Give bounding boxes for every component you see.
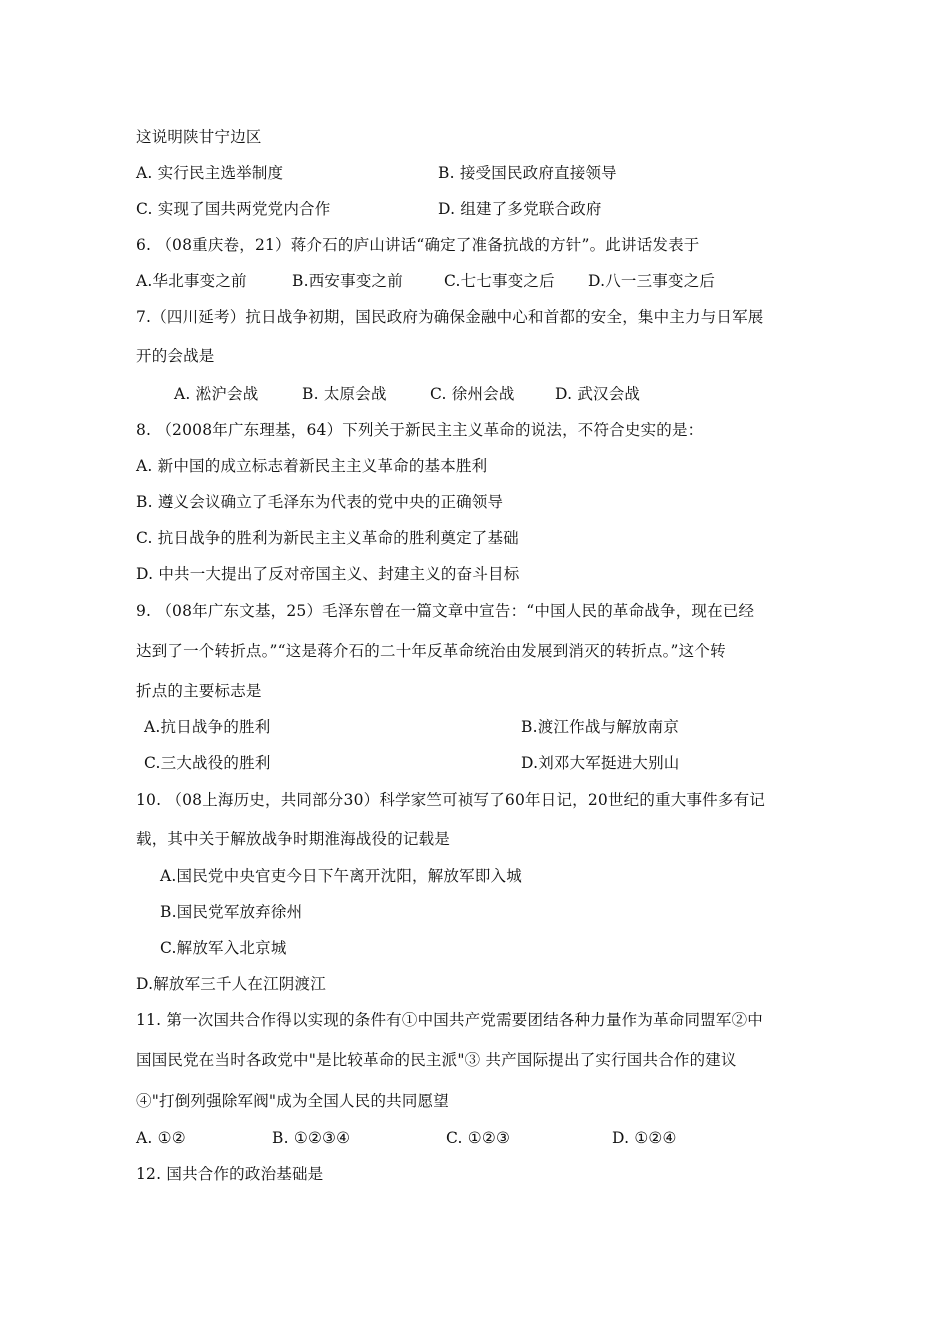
question-11-option-c: C. ①②③ xyxy=(446,1129,511,1147)
question-7-option-d: D. 武汉会战 xyxy=(555,385,641,403)
question-9-option-a: A.抗日战争的胜利 xyxy=(144,718,271,736)
question-7-option-b: B. 太原会战 xyxy=(302,385,387,403)
question-8-stem: 8. （2008年广东理基，64）下列关于新民主主义革命的说法，不符合史实的是： xyxy=(136,421,704,439)
question-10-option-c: C.解放军入北京城 xyxy=(160,939,287,957)
question-5-option-a: A. 实行民主选举制度 xyxy=(136,164,284,182)
question-8-option-d: D. 中共一大提出了反对帝国主义、封建主义的奋斗目标 xyxy=(136,565,520,583)
question-11-stem-line-2: 国国民党在当时各政党中"是比较革命的民主派"③ 共产国际提出了实行国共合作的建议 xyxy=(136,1051,737,1069)
question-6-option-c: C.七七事变之后 xyxy=(444,272,555,290)
question-7-stem-line-2: 开的会战是 xyxy=(136,347,215,365)
question-8-option-a: A. 新中国的成立标志着新民主主义革命的基本胜利 xyxy=(136,457,488,475)
question-10-option-a: A.国民党中央官吏今日下午离开沈阳，解放军即入城 xyxy=(160,867,522,885)
question-5-stem-tail: 这说明陕甘宁边区 xyxy=(136,128,262,146)
question-10-stem-line-1: 10. （08上海历史，共同部分30）科学家竺可祯写了60年日记，20世纪的重大事件多有记 xyxy=(136,791,765,809)
question-8-option-c: C. 抗日战争的胜利为新民主主义革命的胜利奠定了基础 xyxy=(136,529,519,547)
question-6-option-b: B.西安事变之前 xyxy=(292,272,403,290)
question-9-stem-line-2: 达到了一个转折点。”“这是蒋介石的二十年反革命统治由发展到消灭的转折点。”这个转 xyxy=(136,642,726,660)
question-9-option-b: B.渡江作战与解放南京 xyxy=(521,718,680,736)
question-11-option-b: B. ①②③④ xyxy=(272,1129,351,1147)
question-11-option-d: D. ①②④ xyxy=(612,1129,677,1147)
question-6-stem: 6. （08重庆卷，21）蒋介石的庐山讲话“确定了准备抗战的方针”。此讲话发表于 xyxy=(136,236,700,254)
question-11-option-a: A. ①② xyxy=(136,1129,186,1147)
question-5-option-d: D. 组建了多党联合政府 xyxy=(438,200,602,218)
question-9-option-d: D.刘邓大军挺进大别山 xyxy=(521,754,680,772)
question-7-option-c: C. 徐州会战 xyxy=(430,385,515,403)
question-10-option-d: D.解放军三千人在江阴渡江 xyxy=(136,975,326,993)
question-9-stem-line-1: 9. （08年广东文基，25）毛泽东曾在一篇文章中宣告：“中国人民的革命战争，现在已经 xyxy=(136,602,755,620)
question-10-stem-line-2: 载，其中关于解放战争时期淮海战役的记载是 xyxy=(136,830,451,848)
question-8-option-b: B. 遵义会议确立了毛泽东为代表的党中央的正确领导 xyxy=(136,493,504,511)
question-11-stem-line-3: ④"打倒列强除军阀"成为全国人民的共同愿望 xyxy=(136,1092,449,1110)
question-7-option-a: A. 淞沪会战 xyxy=(174,385,259,403)
question-10-option-b: B.国民党军放弃徐州 xyxy=(160,903,303,921)
question-12-stem: 12. 国共合作的政治基础是 xyxy=(136,1165,324,1183)
question-6-option-d: D.八一三事变之后 xyxy=(588,272,716,290)
question-7-stem-line-1: 7.（四川延考）抗日战争初期，国民政府为确保金融中心和首都的安全，集中主力与日军展 xyxy=(136,308,764,326)
question-6-option-a: A.华北事变之前 xyxy=(136,272,247,290)
question-5-option-b: B. 接受国民政府直接领导 xyxy=(438,164,617,182)
question-11-stem-line-1: 11. 第一次国共合作得以实现的条件有①中国共产党需要团结各种力量作为革命同盟军②中 xyxy=(136,1011,763,1029)
question-9-option-c: C.三大战役的胜利 xyxy=(144,754,271,772)
question-9-stem-line-3: 折点的主要标志是 xyxy=(136,682,262,700)
question-5-option-c: C. 实现了国共两党党内合作 xyxy=(136,200,331,218)
